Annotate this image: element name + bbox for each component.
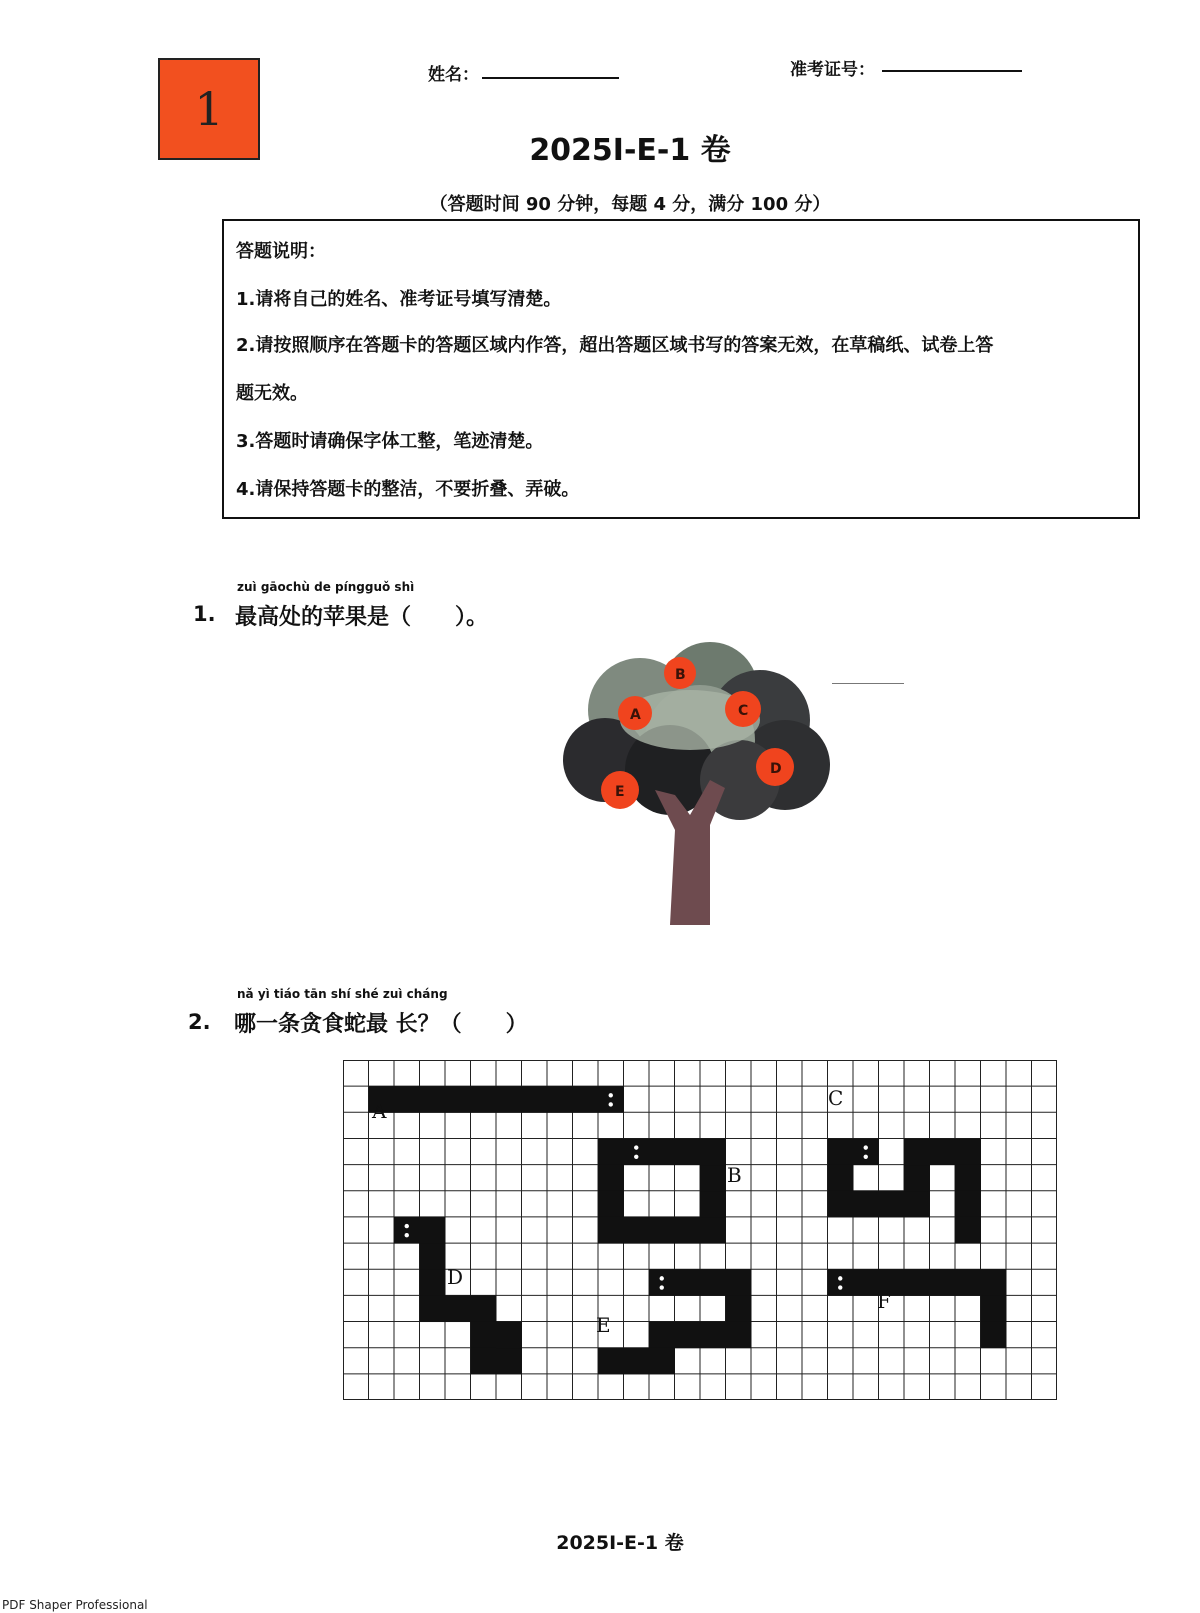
snake-c-segment [904, 1191, 930, 1218]
q2-number: 2. [188, 1010, 211, 1034]
snake-e-segment [649, 1348, 675, 1375]
snake-a-eye [609, 1102, 613, 1106]
snake-e-segment [700, 1269, 726, 1296]
snake-a-segment [471, 1086, 497, 1113]
snake-a-segment [522, 1086, 548, 1113]
snake-c-segment [853, 1138, 879, 1165]
snake-b-segment [649, 1138, 675, 1165]
snake-b-segment [598, 1217, 624, 1244]
snake-grid-figure [343, 1060, 1057, 1400]
snake-b-eye [634, 1155, 638, 1159]
snake-b-segment [700, 1217, 726, 1244]
paper-number-badge: 1 [158, 58, 260, 160]
instructions-box [222, 219, 1140, 519]
snake-label-e: E [596, 1313, 611, 1337]
snake-d-segment [496, 1348, 522, 1375]
apple-label: A [630, 707, 641, 723]
snake-c-segment [955, 1138, 981, 1165]
page-footer: 2025I-E-1 卷 [556, 1532, 684, 1554]
snake-d-segment [420, 1269, 446, 1296]
snake-a-segment [598, 1086, 624, 1113]
snake-a-eye [609, 1093, 613, 1097]
snake-a-segment [394, 1086, 420, 1113]
snake-b-segment [624, 1217, 650, 1244]
snake-d-segment [445, 1295, 471, 1322]
snake-b-segment [649, 1217, 675, 1244]
snake-f-eye [838, 1276, 842, 1280]
snake-f-segment [904, 1269, 930, 1296]
page-title: 2025I-E-1 卷 [529, 133, 731, 168]
q1-pinyin: zuì gāochù de píngguǒ shì [237, 580, 415, 594]
snake-d-segment [471, 1348, 497, 1375]
snake-d-segment [420, 1295, 446, 1322]
snake-f-segment [981, 1322, 1007, 1349]
snake-d-segment [471, 1295, 497, 1322]
snake-d-segment [394, 1217, 420, 1244]
snake-c-eye [864, 1155, 868, 1159]
snake-label-b: B [727, 1163, 742, 1187]
snake-e-segment [598, 1348, 624, 1375]
snake-b-eye [634, 1145, 638, 1149]
snake-e-segment [700, 1322, 726, 1349]
instructions-heading: 答题说明： [236, 241, 326, 262]
snake-c-segment [955, 1191, 981, 1218]
snake-c-segment [955, 1165, 981, 1192]
snake-a-segment [547, 1086, 573, 1113]
snake-d-segment [420, 1217, 446, 1244]
snake-e-eye [660, 1285, 664, 1289]
snake-f-segment [853, 1269, 879, 1296]
snake-e-segment [649, 1322, 675, 1349]
snake-b-segment [675, 1217, 701, 1244]
exam-id-label: 准考证号： [790, 60, 875, 80]
snake-c-segment [955, 1217, 981, 1244]
snake-c-segment [879, 1191, 905, 1218]
q1-text: 最高处的苹果是（ ）。 [235, 605, 489, 630]
snake-f-eye [838, 1285, 842, 1289]
snake-d-segment [420, 1243, 446, 1270]
instruction-item: 3.答题时请确保字体工整，笔迹清楚。 [236, 431, 544, 452]
snake-c-segment [828, 1191, 854, 1218]
snake-f-segment [981, 1295, 1007, 1322]
snake-b-segment [598, 1191, 624, 1218]
snake-e-segment [649, 1269, 675, 1296]
snake-c-segment [904, 1165, 930, 1192]
apple-tree-illustration [560, 640, 840, 925]
snake-c-segment [828, 1165, 854, 1192]
snake-a-segment [573, 1086, 599, 1113]
snake-d-segment [471, 1322, 497, 1349]
q1-number: 1. [193, 602, 216, 626]
snake-f-segment [981, 1269, 1007, 1296]
scan-mark [832, 683, 904, 684]
snake-b-segment [700, 1165, 726, 1192]
snake-f-segment [955, 1269, 981, 1296]
snake-c-eye [864, 1145, 868, 1149]
q2-pinyin: nǎ yì tiáo tān shí shé zuì cháng [237, 987, 448, 1001]
instruction-item: 4.请保持答题卡的整洁，不要折叠、弄破。 [236, 479, 580, 500]
instruction-item: 题无效。 [236, 383, 308, 404]
snake-b-segment [598, 1138, 624, 1165]
snake-a-segment [420, 1086, 446, 1113]
snake-c-segment [828, 1138, 854, 1165]
snake-b-segment [700, 1138, 726, 1165]
snake-label-d: D [447, 1265, 464, 1289]
snake-b-segment [624, 1138, 650, 1165]
snake-f-segment [930, 1269, 956, 1296]
snake-b-segment [700, 1191, 726, 1218]
snake-d-segment [496, 1322, 522, 1349]
exam-id-blank[interactable] [882, 70, 1022, 72]
snake-d-eye [405, 1224, 409, 1228]
exam-subtitle: （答题时间 90 分钟，每题 4 分，满分 100 分） [429, 194, 831, 215]
snake-e-eye [660, 1276, 664, 1280]
snake-e-segment [675, 1269, 701, 1296]
snake-d-eye [405, 1233, 409, 1237]
apple-label: D [770, 761, 782, 777]
snake-label-f: F [877, 1289, 891, 1313]
snake-label-c: C [828, 1086, 844, 1110]
instruction-item: 1.请将自己的姓名、准考证号填写清楚。 [236, 289, 562, 310]
q2-text: 哪一条贪食蛇最 长？（ ） [234, 1012, 528, 1037]
snake-b-segment [675, 1138, 701, 1165]
snake-c-segment [904, 1138, 930, 1165]
snake-b-segment [598, 1165, 624, 1192]
snake-label-a: A [372, 1099, 387, 1123]
apple-label: B [675, 667, 686, 683]
snake-e-segment [726, 1269, 752, 1296]
snake-c-segment [853, 1191, 879, 1218]
name-label: 姓名： [428, 65, 479, 85]
snake-e-segment [726, 1322, 752, 1349]
instruction-item: 2.请按照顺序在答题卡的答题区域内作答，超出答题区域书写的答案无效，在草稿纸、试卷上答 [236, 335, 994, 356]
snake-f-segment [828, 1269, 854, 1296]
snake-e-segment [624, 1348, 650, 1375]
name-blank[interactable] [482, 77, 619, 79]
apple-label: C [738, 703, 749, 719]
snake-a-segment [496, 1086, 522, 1113]
watermark-text: PDF Shaper Professional [2, 1598, 148, 1612]
snake-e-segment [726, 1295, 752, 1322]
snake-e-segment [675, 1322, 701, 1349]
snake-a-segment [445, 1086, 471, 1113]
snake-c-segment [930, 1138, 956, 1165]
apple-label: E [615, 784, 625, 800]
